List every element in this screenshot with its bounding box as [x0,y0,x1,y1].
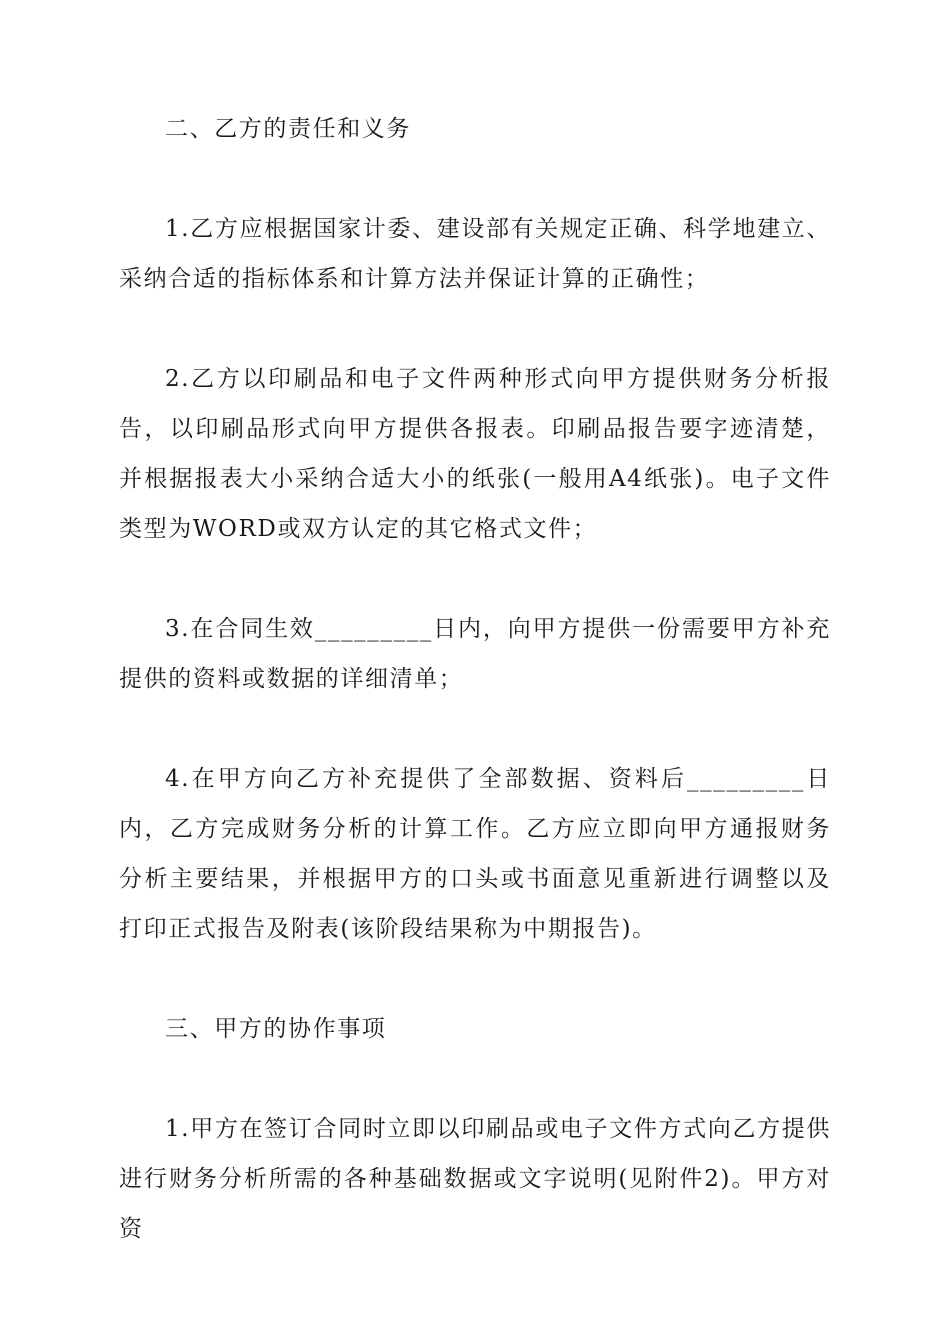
clause-3-1: 1.甲方在签订合同时立即以印刷品或电子文件方式向乙方提供进行财务分析所需的各种基础数据或文字说明(见附件2)。甲方对资 [119,1116,831,1242]
spacer [119,954,831,1004]
section-heading-responsibilities: 二、乙方的责任和义务 [165,116,411,142]
document-body [119,104,831,1254]
spacer [119,1054,831,1104]
clause-2-4: 4.在甲方向乙方补充提供了全部数据、资料后_________日内，乙方完成财务分析的计算工作。乙方应立即向甲方通报财务分析主要结果，并根据甲方的口头或书面意见重新进行调整以及打印正式报告及附表(该阶段结果称为中期报告)。 [119,766,831,942]
section-heading-cooperation: 三、甲方的协作事项 [165,1016,387,1042]
spacer [119,304,831,354]
clause-2-1: 1.乙方应根据国家计委、建设部有关规定正确、科学地建立、采纳合适的指标体系和计算方法并保证计算的正确性； [119,216,831,292]
spacer [119,704,831,754]
clause-2-2: 2.乙方以印刷品和电子文件两种形式向甲方提供财务分析报告，以印刷品形式向甲方提供各报表。印刷品报告要字迹清楚，并根据报表大小采纳合适大小的纸张(一般用A4纸张)。电子文件类型为WORD或双方认定的其它格式文件； [119,366,831,542]
spacer [119,554,831,604]
clause-2-3: 3.在合同生效_________日内，向甲方提供一份需要甲方补充提供的资料或数据的详细清单； [119,616,831,692]
spacer [119,154,831,204]
